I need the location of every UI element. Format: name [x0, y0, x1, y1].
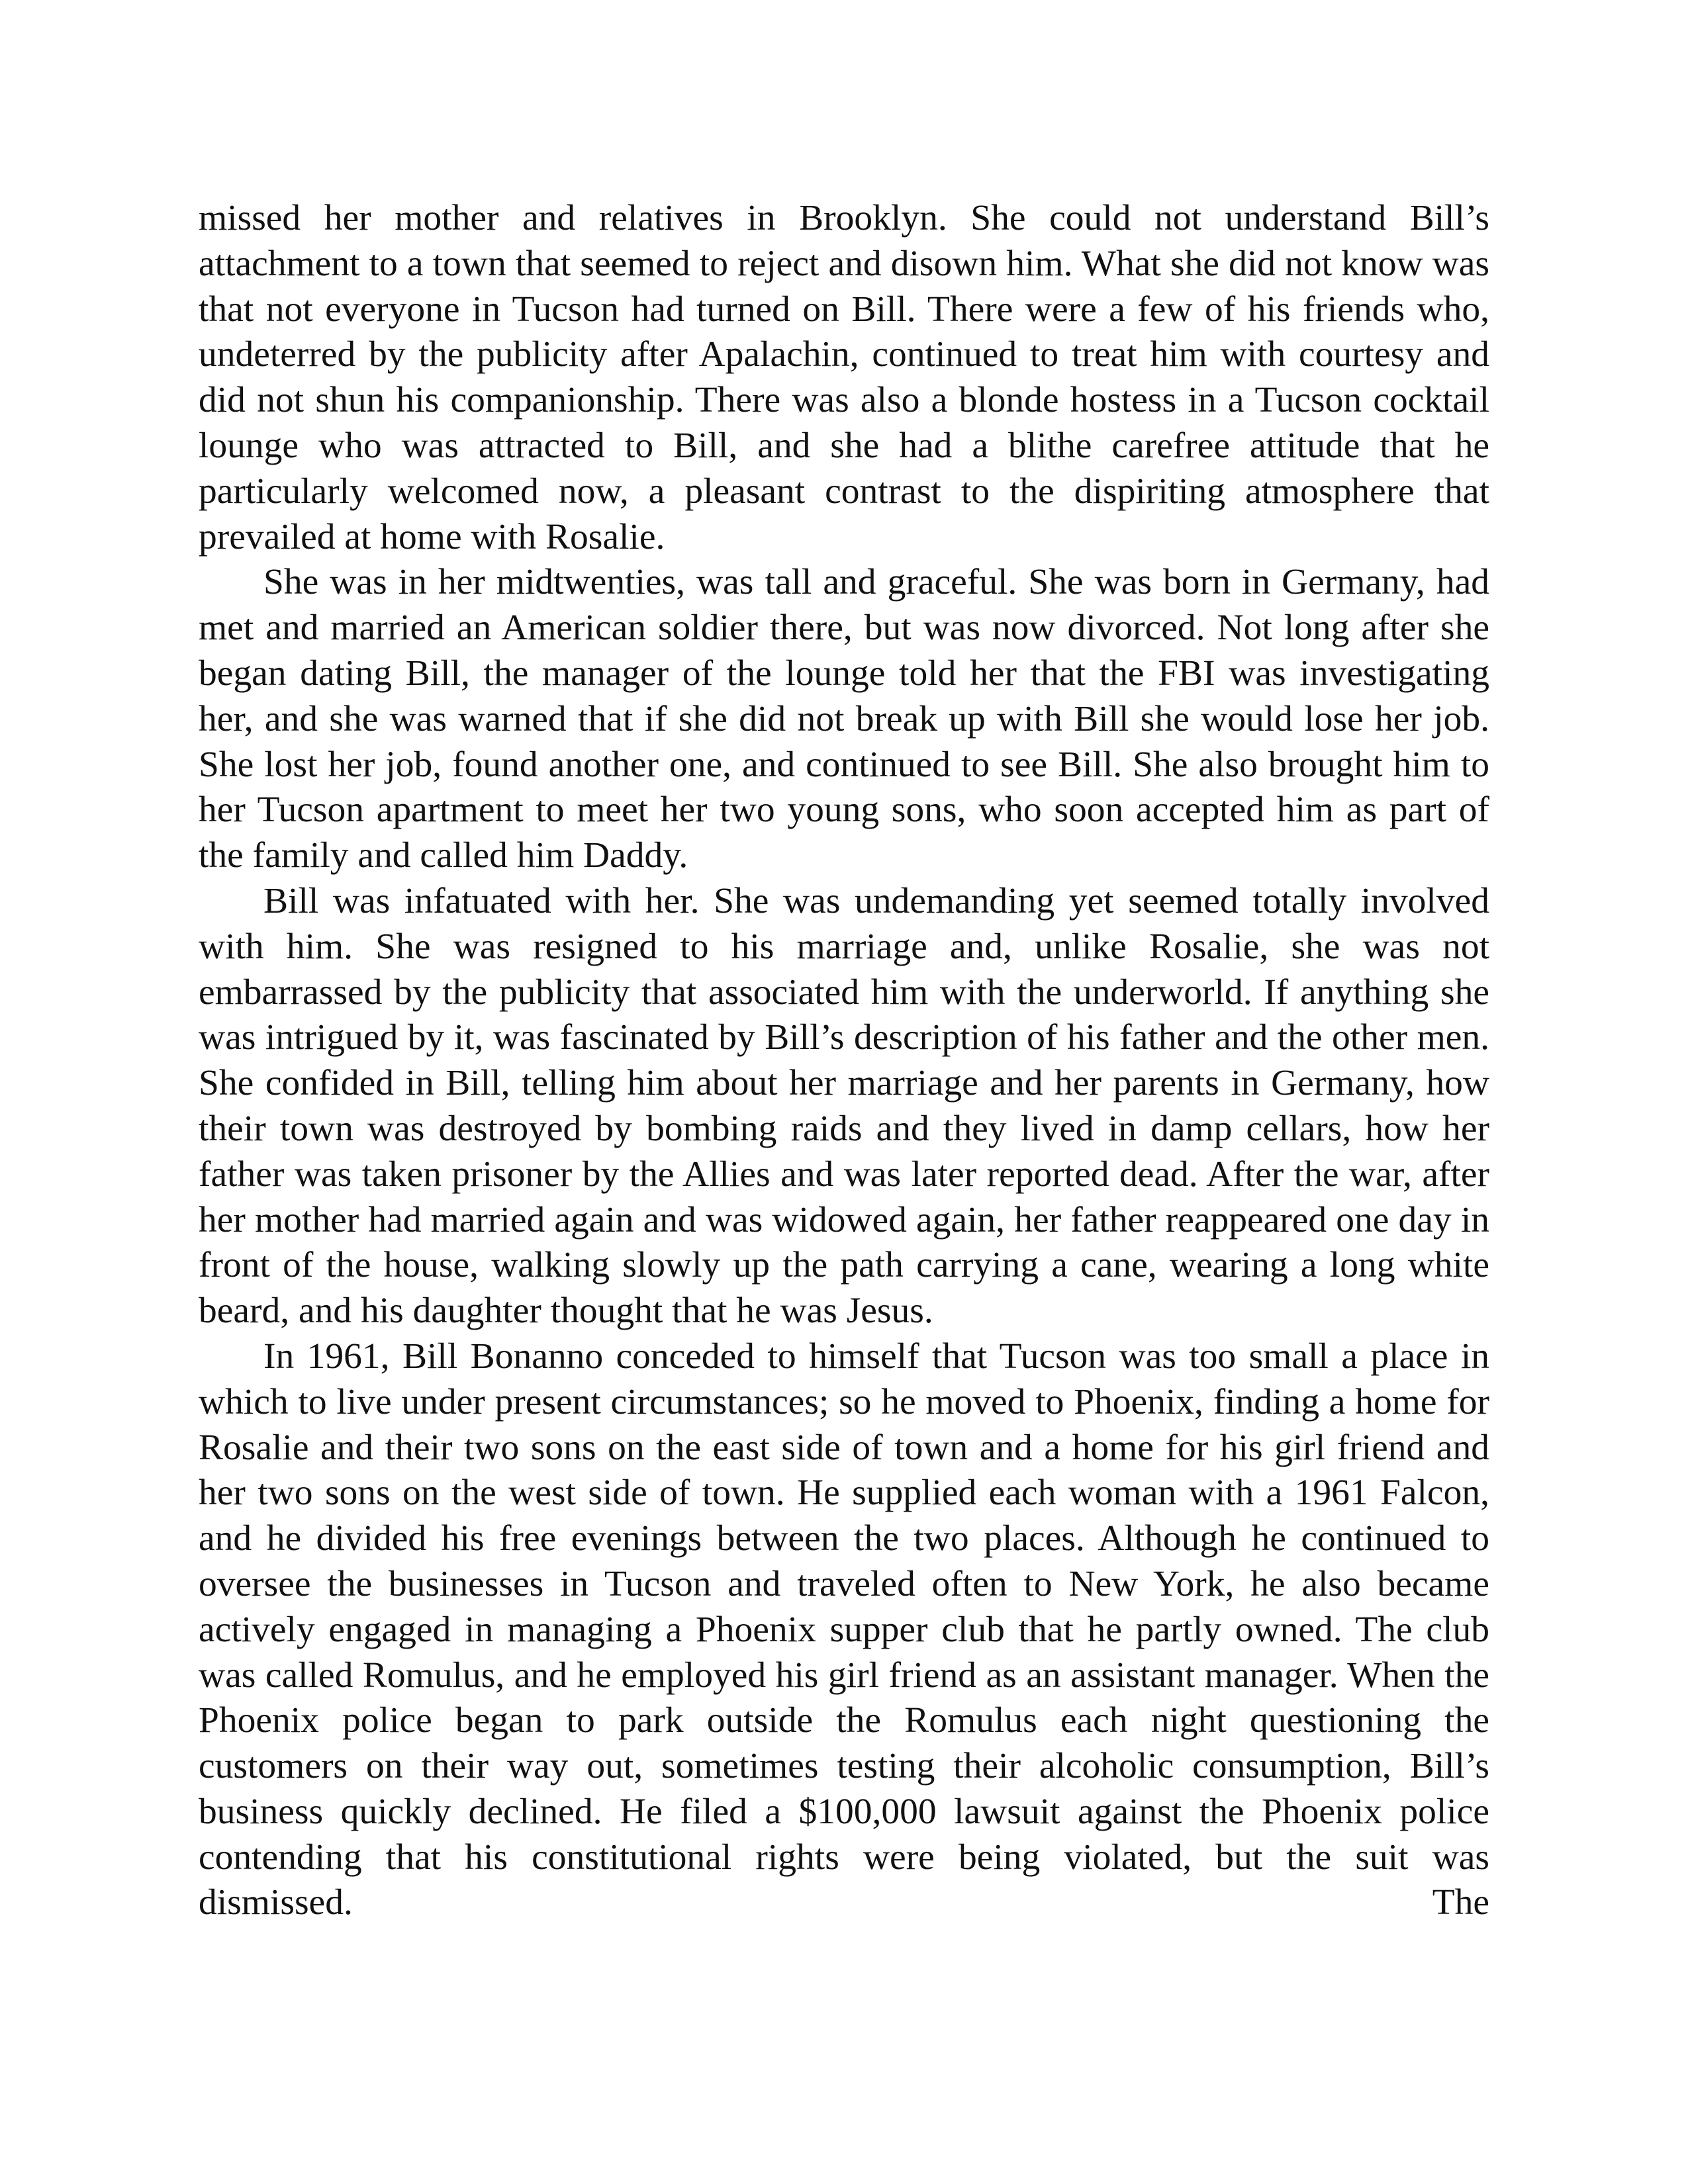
paragraph-continued: missed her mother and relatives in Brooklyn. She could not understand Bill’s attachment to a town that seemed to reject and disown him. What she did not know was that not everyone in Tucson had turned on Bill. There were a few of his friends who, undeterred by the publicity after Apalachin, continued to treat him with courtesy and did not shun his companionship. There was also a blonde hostess in a Tucson cocktail lounge who was attracted to Bill, and she had a blithe carefree attitude that he particularly welcomed now, a pleasant contrast to the dispiriting atmosphere that prevailed at home with Rosalie.	[199, 198, 1489, 557]
paragraph: She was in her midtwenties, was tall and graceful. She was born in Germany, had met and married an American soldier there, but was now divorced. Not long after she began dating Bill, the manager of the lounge told her that the FBI was investigating her, and she was warned that if she did not break up with Bill she would lose her job. She lost her job, found another one, and continued to see Bill. She also brought him to her Tucson apartment to meet her two young sons, who soon accepted him as part of the family and called him Daddy.	[199, 562, 1489, 876]
paragraph: Bill was infatuated with her. She was undemanding yet seemed totally involved with him. She was resigned to his marriage and, unlike Rosalie, she was not embarrassed by the publicity that associated him with the underworld. If anything she was intrigued by it, was fascinated by Bill’s description of his father and the other men. She confided in Bill, telling him about her marriage and her parents in Germany, how their town was destroyed by bombing raids and they lived in damp cellars, how her father was taken prisoner by the Allies and was later reported dead. After the war, after her mother had married again and was widowed again, her father reappeared one day in front of the house, walking slowly up the path carrying a cane, wearing a long white beard, and his daughter thought that he was Jesus.	[199, 880, 1489, 1332]
page-body	[199, 196, 1489, 1926]
paragraph-continues: In 1961, Bill Bonanno conceded to himself that Tucson was too small a place in which to live under present circumstances; so he moved to Phoenix, finding a home for Rosalie and their two sons on the east side of town and a home for his girl friend and her two sons on the west side of town. He supplied each woman with a 1961 Falcon, and he divided his free evenings between the two places. Although he continued to oversee the businesses in Tucson and traveled often to New York, he also became actively engaged in managing a Phoenix supper club that he partly owned. The club was called Romulus, and he employed his girl friend as an assistant manager. When the Phoenix police began to park outside the Romulus each night questioning the customers on their way out, sometimes testing their alcoholic consumption, Bill’s business quickly declined. He filed a $100,000 lawsuit against the Phoenix police contending that his constitutional rights were being violated, but the suit was dismissed. The	[199, 1336, 1489, 1923]
